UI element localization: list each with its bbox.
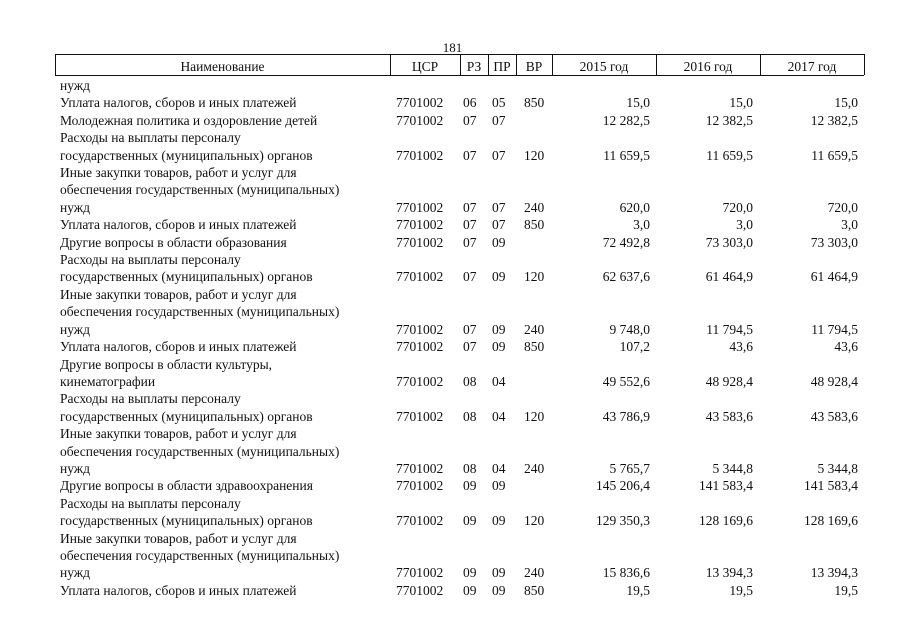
row-name: Расходы на выплаты персоналу государственных (муниципальных) органов: [60, 391, 313, 424]
table-row: [0, 286, 905, 338]
row-csr: 7701002: [396, 199, 444, 215]
row-year-2016: 141 583,4: [699, 478, 753, 494]
row-year-2015: 9 748,0: [609, 321, 650, 337]
row-vr: 120: [524, 269, 545, 285]
row-year-2017: 61 464,9: [810, 269, 858, 285]
row-name: Другие вопросы в области здравоохранения: [60, 478, 313, 494]
row-name: нужд: [60, 78, 90, 93]
row-year-2016: 43,6: [729, 339, 753, 355]
header-csr: ЦСР: [411, 59, 439, 74]
table-row: [0, 390, 905, 425]
table-body: [0, 77, 905, 599]
table-header-rule: [55, 75, 864, 76]
row-rz: 09: [463, 478, 477, 494]
row-year-2015: 145 206,4: [596, 478, 650, 494]
row-pr: 07: [492, 112, 506, 128]
row-pr: 09: [492, 269, 506, 285]
column-divider: [760, 54, 761, 75]
row-year-2017: 141 583,4: [804, 478, 858, 494]
row-year-2017: 11 794,5: [811, 321, 858, 337]
column-divider: [552, 54, 553, 75]
row-rz: 07: [463, 339, 477, 355]
column-divider: [516, 54, 517, 75]
row-rz: 07: [463, 217, 477, 233]
row-year-2016: 3,0: [736, 217, 753, 233]
row-year-2016: 48 928,4: [705, 373, 753, 389]
row-csr: 7701002: [396, 95, 444, 111]
header-name: Наименование: [180, 59, 265, 74]
row-vr: 120: [524, 513, 545, 529]
row-year-2015: 11 659,5: [603, 147, 650, 163]
row-year-2017: 13 394,3: [810, 565, 858, 581]
row-year-2015: 72 492,8: [602, 234, 650, 250]
row-name: Уплата налогов, сборов и иных платежей: [60, 217, 297, 233]
row-pr: 07: [492, 147, 506, 163]
row-year-2016: 73 303,0: [705, 234, 753, 250]
header-2017: 2017 год: [787, 59, 837, 74]
row-rz: 09: [463, 565, 477, 581]
table-row: [0, 477, 905, 494]
row-csr: 7701002: [396, 147, 444, 163]
row-year-2016: 61 464,9: [705, 269, 753, 285]
row-csr: 7701002: [396, 373, 444, 389]
row-year-2016: 43 583,6: [705, 408, 753, 424]
row-pr: 09: [492, 513, 506, 529]
row-year-2017: 720,0: [827, 199, 858, 215]
row-vr: 240: [524, 199, 545, 215]
row-csr: 7701002: [396, 321, 444, 337]
row-name: Расходы на выплаты персоналу государственных (муниципальных) органов: [60, 252, 313, 285]
row-name: Иные закупки товаров, работ и услуг для обеспечения государственных (муниципальных) нужд: [60, 165, 340, 215]
row-vr: 850: [524, 95, 545, 111]
row-year-2015: 43 786,9: [602, 408, 650, 424]
row-pr: 04: [492, 373, 506, 389]
row-year-2015: 15,0: [626, 95, 650, 111]
header-2015: 2015 год: [579, 59, 629, 74]
row-year-2017: 11 659,5: [811, 147, 858, 163]
row-year-2017: 12 382,5: [810, 112, 858, 128]
row-name: Иные закупки товаров, работ и услуг для обеспечения государственных (муниципальных) нужд: [60, 530, 340, 581]
row-rz: 08: [463, 460, 477, 476]
header-vr: ВР: [525, 59, 543, 74]
column-divider: [390, 54, 391, 75]
row-name: Уплата налогов, сборов и иных платежей: [60, 582, 297, 598]
row-year-2015: 15 836,6: [602, 565, 650, 581]
row-csr: 7701002: [396, 339, 444, 355]
row-vr: 240: [524, 460, 545, 476]
table-row: [0, 77, 905, 94]
row-csr: 7701002: [396, 513, 444, 529]
row-year-2016: 11 659,5: [706, 147, 753, 163]
row-csr: 7701002: [396, 234, 444, 250]
row-year-2017: 3,0: [841, 217, 858, 233]
table-border-left: [55, 54, 56, 75]
table-row: [0, 338, 905, 355]
header-pr: ПР: [493, 59, 511, 74]
row-year-2015: 62 637,6: [602, 269, 650, 285]
table-row: [0, 234, 905, 251]
row-csr: 7701002: [396, 565, 444, 581]
row-vr: 850: [524, 582, 545, 598]
row-rz: 07: [463, 112, 477, 128]
row-year-2017: 43 583,6: [810, 408, 858, 424]
table-row: [0, 582, 905, 599]
row-name: Иные закупки товаров, работ и услуг для обеспечения государственных (муниципальных) нужд: [60, 426, 340, 476]
row-vr: 850: [524, 217, 545, 233]
row-pr: 09: [492, 582, 506, 598]
header-rz: РЗ: [466, 59, 482, 74]
row-csr: 7701002: [396, 112, 444, 128]
row-csr: 7701002: [396, 217, 444, 233]
row-vr: 240: [524, 321, 545, 337]
table-row: [0, 495, 905, 530]
row-vr: 850: [524, 339, 545, 355]
row-csr: 7701002: [396, 269, 444, 285]
table-row: [0, 112, 905, 129]
row-pr: 09: [492, 234, 506, 250]
row-rz: 07: [463, 321, 477, 337]
row-vr: 120: [524, 147, 545, 163]
row-rz: 09: [463, 513, 477, 529]
row-year-2017: 15,0: [834, 95, 858, 111]
row-name: Другие вопросы в области образования: [60, 234, 287, 250]
row-csr: 7701002: [396, 460, 444, 476]
row-csr: 7701002: [396, 408, 444, 424]
row-rz: 07: [463, 199, 477, 215]
row-pr: 05: [492, 95, 506, 111]
row-year-2015: 5 765,7: [609, 460, 650, 476]
row-vr: 240: [524, 565, 545, 581]
row-year-2016: 5 344,8: [712, 460, 753, 476]
row-year-2015: 3,0: [633, 217, 650, 233]
row-year-2015: 19,5: [626, 582, 650, 598]
row-pr: 09: [492, 565, 506, 581]
row-name: Расходы на выплаты персоналу государственных (муниципальных) органов: [60, 495, 313, 529]
row-year-2015: 12 282,5: [602, 112, 650, 128]
row-year-2017: 5 344,8: [817, 460, 858, 476]
row-pr: 04: [492, 460, 506, 476]
table-row: [0, 129, 905, 164]
row-rz: 08: [463, 408, 477, 424]
row-csr: 7701002: [396, 582, 444, 598]
row-name: Уплата налогов, сборов и иных платежей: [60, 95, 297, 111]
row-year-2017: 128 169,6: [804, 513, 858, 529]
row-year-2016: 15,0: [729, 95, 753, 111]
column-divider: [488, 54, 489, 75]
row-year-2016: 720,0: [722, 199, 753, 215]
row-vr: 120: [524, 408, 545, 424]
row-year-2016: 13 394,3: [705, 565, 753, 581]
table-row: [0, 94, 905, 111]
table-row: [0, 251, 905, 286]
page-number: 181: [442, 40, 463, 55]
row-rz: 09: [463, 582, 477, 598]
row-year-2015: 49 552,6: [602, 373, 650, 389]
row-year-2016: 128 169,6: [699, 513, 753, 529]
row-year-2017: 43,6: [834, 339, 858, 355]
row-name: Молодежная политика и оздоровление детей: [60, 112, 318, 128]
table-row: [0, 216, 905, 233]
row-pr: 09: [492, 339, 506, 355]
row-pr: 04: [492, 408, 506, 424]
row-rz: 06: [463, 95, 477, 111]
row-pr: 09: [492, 478, 506, 494]
column-divider: [460, 54, 461, 75]
header-2016: 2016 год: [683, 59, 733, 74]
row-pr: 07: [492, 217, 506, 233]
row-year-2016: 11 794,5: [706, 321, 753, 337]
row-year-2016: 12 382,5: [705, 112, 753, 128]
row-name: Иные закупки товаров, работ и услуг для обеспечения государственных (муниципальных) нужд: [60, 286, 340, 337]
row-year-2017: 73 303,0: [810, 234, 858, 250]
row-name: Расходы на выплаты персоналу государственных (муниципальных) органов: [60, 130, 313, 163]
column-divider: [656, 54, 657, 75]
table-row: [0, 356, 905, 391]
table-row: [0, 425, 905, 477]
row-pr: 07: [492, 199, 506, 215]
row-rz: 07: [463, 147, 477, 163]
row-rz: 08: [463, 373, 477, 389]
row-year-2017: 19,5: [834, 582, 858, 598]
row-year-2015: 620,0: [619, 199, 650, 215]
table-row: [0, 530, 905, 582]
row-year-2015: 129 350,3: [596, 513, 650, 529]
table-border-right: [864, 54, 865, 75]
row-year-2015: 107,2: [619, 339, 650, 355]
row-rz: 07: [463, 269, 477, 285]
row-year-2017: 48 928,4: [810, 373, 858, 389]
row-name: Другие вопросы в области культуры, кинематографии: [60, 356, 273, 389]
row-rz: 07: [463, 234, 477, 250]
row-name: Уплата налогов, сборов и иных платежей: [60, 339, 297, 355]
table-row: [0, 164, 905, 216]
row-year-2016: 19,5: [729, 582, 753, 598]
row-pr: 09: [492, 321, 506, 337]
row-csr: 7701002: [396, 478, 444, 494]
